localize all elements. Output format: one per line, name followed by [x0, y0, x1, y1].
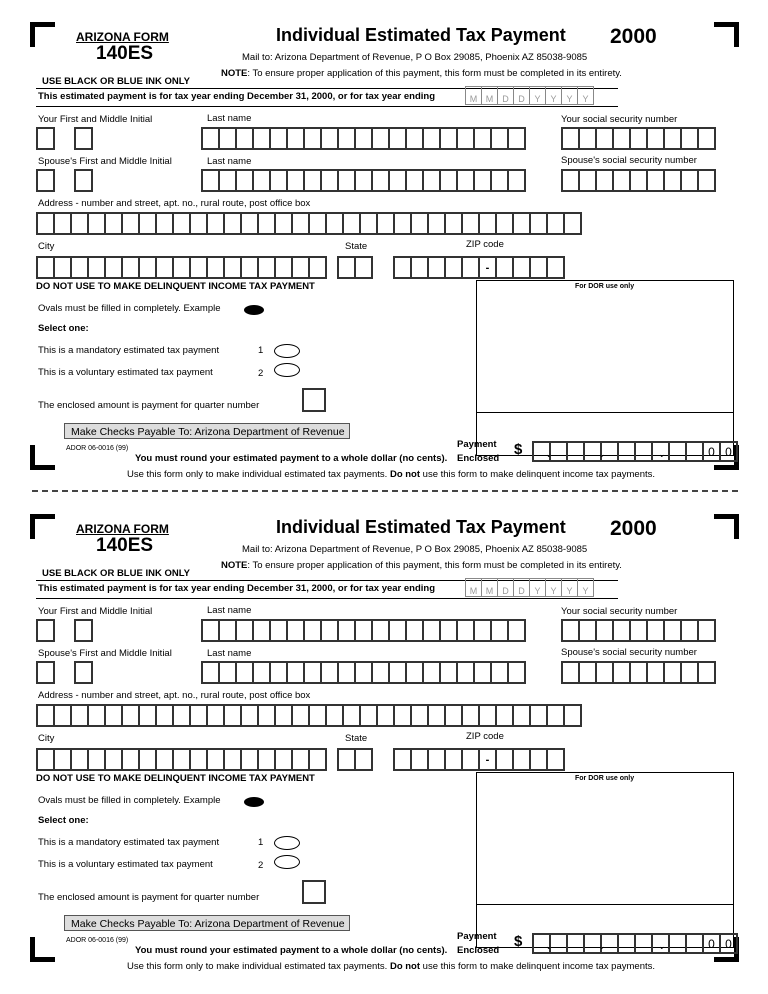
voluntary-oval[interactable] [274, 855, 300, 869]
mail-to-address: Mail to: Arizona Department of Revenue, P O Box 29085, Phoenix AZ 85038-9085 [242, 544, 588, 555]
last-name-field[interactable] [201, 619, 524, 642]
middle-initial-field[interactable] [74, 127, 91, 150]
footer-pre: Use this form only to make individual estimated tax payments. [127, 469, 390, 480]
first-initial-field[interactable] [36, 127, 53, 150]
char-box[interactable] [507, 619, 526, 642]
note-label: NOTE [221, 560, 248, 571]
char-box[interactable] [697, 661, 716, 684]
date-box[interactable]: Y [561, 578, 578, 597]
zip-field[interactable] [393, 256, 563, 279]
state-label: State [345, 241, 368, 252]
dor-use-label: For DOR use only [575, 283, 635, 290]
note-text: : To ensure proper application of this payment, this form must be completed in its entirety. [247, 68, 622, 79]
date-box[interactable]: D [513, 86, 530, 105]
crop-mark-bottom-left [30, 445, 55, 470]
last-name-label: Last name [207, 605, 252, 616]
ovals-note: Ovals must be filled in completely. Example [38, 303, 221, 314]
last-name-field[interactable] [201, 127, 524, 150]
date-box[interactable]: Y [545, 578, 562, 597]
ovals-note: Ovals must be filled in completely. Example [38, 795, 221, 806]
char-box[interactable] [308, 748, 327, 771]
select-one: Select one: [38, 815, 89, 826]
payment-label-1: Payment [457, 931, 497, 942]
zip-dash: - [478, 748, 497, 771]
address-field[interactable] [36, 704, 580, 727]
spouse-middle-initial-field[interactable] [74, 169, 91, 192]
form-number: 140ES [96, 535, 154, 556]
note [221, 68, 622, 79]
form-code: ADOR 06-0016 (99) [66, 937, 129, 944]
quarter-number-field[interactable] [302, 388, 326, 412]
form-code: ADOR 06-0016 (99) [66, 445, 129, 452]
ssn-field[interactable] [561, 619, 714, 642]
form-title: Individual Estimated Tax Payment [276, 517, 566, 537]
date-box[interactable]: Y [529, 578, 546, 597]
cents-digit: 0 [702, 441, 721, 462]
delinquent-warning: DO NOT USE TO MAKE DELINQUENT INCOME TAX PAYMENT [36, 281, 315, 292]
spouse-ssn-label: Spouse's social security number [561, 647, 697, 658]
date-box[interactable]: M [465, 86, 482, 105]
tax-year-end-date[interactable] [465, 86, 593, 105]
footer-bold: Do not [389, 961, 421, 972]
state-label: State [345, 733, 368, 744]
comma-tick: ⌄ [598, 449, 606, 459]
date-box[interactable]: Y [577, 578, 594, 597]
spouse-ssn-field[interactable] [561, 169, 714, 192]
char-box[interactable] [697, 619, 716, 642]
zip-label: ZIP code [466, 239, 504, 250]
date-box[interactable]: D [497, 86, 514, 105]
delinquent-warning: DO NOT USE TO MAKE DELINQUENT INCOME TAX PAYMENT [36, 773, 315, 784]
spouse-first-initial-field[interactable] [36, 661, 53, 684]
char-box[interactable] [507, 127, 526, 150]
first-middle-initial-label: Your First and Middle Initial [38, 114, 153, 125]
round-notice: You must round your estimated payment to a whole dollar (no cents). [135, 945, 448, 956]
first-middle-initial-label: Your First and Middle Initial [38, 606, 153, 617]
dor-use-box [476, 280, 734, 456]
ssn-label: Your social security number [561, 606, 678, 617]
footer-bold: Do not [389, 469, 421, 480]
spouse-last-name-label: Last name [207, 156, 252, 167]
spouse-first-initial-field[interactable] [36, 169, 53, 192]
mandatory-oval[interactable] [274, 344, 300, 358]
date-box[interactable]: D [497, 578, 514, 597]
char-box[interactable] [308, 256, 327, 279]
dor-use-box [476, 772, 734, 948]
last-name-label: Last name [207, 113, 252, 124]
spouse-last-name-field[interactable] [201, 169, 524, 192]
example-filled-oval [244, 305, 264, 315]
char-box[interactable] [697, 169, 716, 192]
dollar-sign: $ [514, 933, 523, 950]
cents-digit: 0 [702, 933, 721, 954]
voucher [0, 0, 768, 490]
crop-mark-top-left [30, 514, 55, 539]
tax-year: 2000 [610, 517, 657, 540]
spouse-middle-initial-field[interactable] [74, 661, 91, 684]
footer-notice [127, 961, 655, 972]
city-field[interactable] [36, 256, 325, 279]
spouse-initial-label: Spouse's First and Middle Initial [38, 648, 172, 659]
date-box[interactable]: M [481, 578, 498, 597]
middle-initial-field[interactable] [74, 619, 91, 642]
payment-amount-field[interactable] [532, 933, 736, 954]
crop-mark-top-right [714, 22, 739, 47]
date-box[interactable]: Y [545, 86, 562, 105]
date-box[interactable]: Y [529, 86, 546, 105]
voluntary-label: This is a voluntary estimated tax payment [38, 859, 213, 870]
form-number: 140ES [96, 43, 154, 64]
mandatory-number: 1 [258, 345, 264, 356]
state-field[interactable] [337, 256, 371, 279]
char-box[interactable] [563, 704, 582, 727]
voucher [0, 492, 768, 982]
form-title: Individual Estimated Tax Payment [276, 25, 566, 45]
example-filled-oval [244, 797, 264, 807]
footer-post: use this form to make delinquent income tax payments. [420, 961, 656, 972]
char-box[interactable] [507, 661, 526, 684]
footer-post: use this form to make delinquent income tax payments. [420, 469, 656, 480]
quarter-number-field[interactable] [302, 880, 326, 904]
voluntary-number: 2 [258, 860, 264, 871]
char-box[interactable] [697, 127, 716, 150]
mandatory-oval[interactable] [274, 836, 300, 850]
crop-mark-top-left [30, 22, 55, 47]
cents-digit: 0 [719, 441, 738, 462]
quarter-label: The enclosed amount is payment for quarter number [38, 400, 260, 411]
crop-mark-bottom-left [30, 937, 55, 962]
spouse-ssn-label: Spouse's social security number [561, 155, 697, 166]
city-field[interactable] [36, 748, 325, 771]
mandatory-label: This is a mandatory estimated tax payment [38, 345, 220, 356]
decimal-tick: ⌄ [658, 941, 666, 951]
mandatory-label: This is a mandatory estimated tax payment [38, 837, 220, 848]
ink-notice: USE BLACK OR BLUE INK ONLY [42, 76, 190, 87]
zip-label: ZIP code [466, 731, 504, 742]
form-label: ARIZONA FORM [76, 30, 169, 44]
quarter-label: The enclosed amount is payment for quarter number [38, 892, 260, 903]
voluntary-number: 2 [258, 368, 264, 379]
char-box[interactable] [354, 748, 373, 771]
first-initial-field[interactable] [36, 619, 53, 642]
cents-digit: 0 [719, 933, 738, 954]
round-notice: You must round your estimated payment to a whole dollar (no cents). [135, 453, 448, 464]
footer-pre: Use this form only to make individual estimated tax payments. [127, 961, 390, 972]
comma-tick: ⌄ [598, 941, 606, 951]
payment-amount-field[interactable] [532, 441, 736, 462]
note [221, 560, 622, 571]
payment-label-2: Enclosed [457, 453, 500, 464]
payable-to: Make Checks Payable To: Arizona Department of Revenue [64, 423, 350, 439]
note-label: NOTE [221, 68, 248, 79]
tax-year-end-date[interactable] [465, 578, 593, 597]
mail-to-address: Mail to: Arizona Department of Revenue, P O Box 29085, Phoenix AZ 85038-9085 [242, 52, 588, 63]
voluntary-label: This is a voluntary estimated tax payment [38, 367, 213, 378]
select-one: Select one: [38, 323, 89, 334]
ssn-label: Your social security number [561, 114, 678, 125]
date-box[interactable]: Y [577, 86, 594, 105]
decimal-tick: ⌄ [658, 449, 666, 459]
zip-dash: - [478, 256, 497, 279]
mandatory-number: 1 [258, 837, 264, 848]
note-text: : To ensure proper application of this payment, this form must be completed in its entirety. [247, 560, 622, 571]
address-label: Address - number and street, apt. no., rural route, post office box [38, 690, 311, 701]
tax-year: 2000 [610, 25, 657, 48]
voluntary-oval[interactable] [274, 363, 300, 377]
state-field[interactable] [337, 748, 371, 771]
city-label: City [38, 733, 55, 744]
spouse-ssn-field[interactable] [561, 661, 714, 684]
ssn-field[interactable] [561, 127, 714, 150]
footer-notice [127, 469, 655, 480]
dor-use-label: For DOR use only [575, 775, 635, 782]
ink-notice: USE BLACK OR BLUE INK ONLY [42, 568, 190, 579]
spouse-initial-label: Spouse's First and Middle Initial [38, 156, 172, 167]
payable-to: Make Checks Payable To: Arizona Department of Revenue [64, 915, 350, 931]
city-label: City [38, 241, 55, 252]
date-box[interactable]: Y [561, 86, 578, 105]
comma-tick: ⌄ [545, 941, 553, 951]
char-box[interactable] [507, 169, 526, 192]
comma-tick: ⌄ [545, 449, 553, 459]
date-box[interactable]: M [465, 578, 482, 597]
date-box[interactable]: M [481, 86, 498, 105]
dollar-sign: $ [514, 441, 523, 458]
tax-year-line: This estimated payment is for tax year ending December 31, 2000, or for tax year ending [38, 91, 436, 102]
payment-label-1: Payment [457, 439, 497, 450]
payment-label-2: Enclosed [457, 945, 500, 956]
crop-mark-top-right [714, 514, 739, 539]
spouse-last-name-field[interactable] [201, 661, 524, 684]
tax-year-line: This estimated payment is for tax year ending December 31, 2000, or for tax year ending [38, 583, 436, 594]
address-field[interactable] [36, 212, 580, 235]
date-box[interactable]: D [513, 578, 530, 597]
form-label: ARIZONA FORM [76, 522, 169, 536]
spouse-last-name-label: Last name [207, 648, 252, 659]
address-label: Address - number and street, apt. no., rural route, post office box [38, 198, 311, 209]
zip-field[interactable] [393, 748, 563, 771]
char-box[interactable] [354, 256, 373, 279]
char-box[interactable] [563, 212, 582, 235]
